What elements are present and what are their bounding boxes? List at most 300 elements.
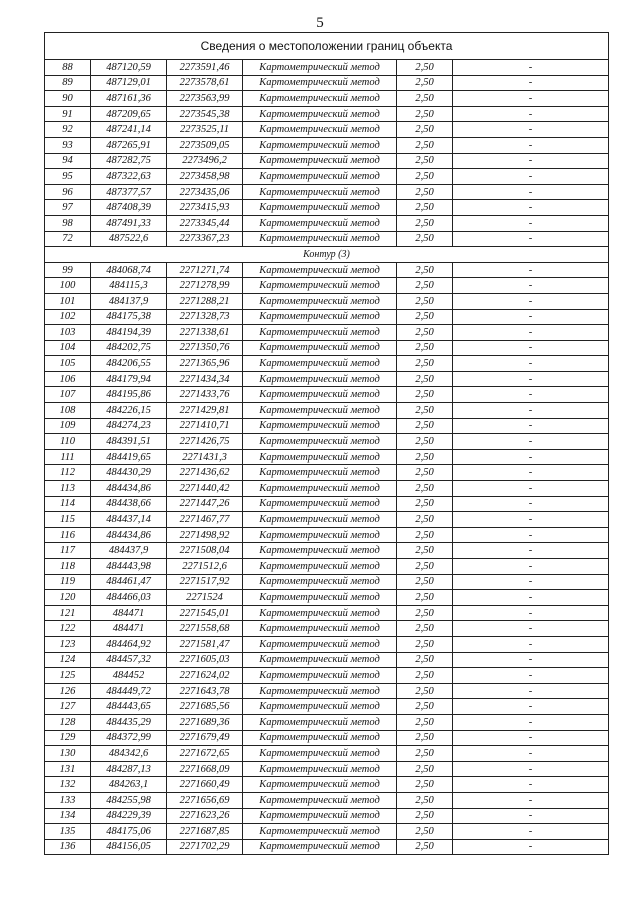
coord-y-cell: 2271288,21 [167, 293, 243, 309]
accuracy-cell: 2,50 [397, 636, 453, 652]
accuracy-cell: 2,50 [397, 200, 453, 216]
accuracy-cell: 2,50 [397, 387, 453, 403]
table-row [45, 325, 609, 341]
point-number-cell: 134 [45, 808, 91, 824]
coord-y-cell: 2273415,93 [167, 200, 243, 216]
method-cell: Картометрический метод [243, 543, 397, 559]
method-cell: Картометрический метод [243, 434, 397, 450]
coord-x-cell: 484452 [91, 668, 167, 684]
coord-y-cell: 2271623,26 [167, 808, 243, 824]
method-cell: Картометрический метод [243, 106, 397, 122]
note-cell: - [453, 824, 609, 840]
method-cell: Картометрический метод [243, 153, 397, 169]
note-cell: - [453, 481, 609, 497]
coord-y-cell: 2271467,77 [167, 512, 243, 528]
note-cell: - [453, 403, 609, 419]
note-cell: - [453, 184, 609, 200]
accuracy-cell: 2,50 [397, 340, 453, 356]
method-cell: Картометрический метод [243, 231, 397, 247]
coord-y-cell: 2271581,47 [167, 636, 243, 652]
point-number-cell: 94 [45, 153, 91, 169]
point-number-cell: 90 [45, 91, 91, 107]
note-cell: - [453, 262, 609, 278]
coord-y-cell: 2271656,69 [167, 792, 243, 808]
accuracy-cell: 2,50 [397, 824, 453, 840]
point-number-cell: 131 [45, 761, 91, 777]
coord-x-cell: 484342,6 [91, 746, 167, 762]
coord-y-cell: 2271643,78 [167, 683, 243, 699]
point-number-cell: 133 [45, 792, 91, 808]
method-cell: Картометрический метод [243, 777, 397, 793]
method-cell: Картометрический метод [243, 730, 397, 746]
table-row [45, 106, 609, 122]
note-cell: - [453, 60, 609, 76]
accuracy-cell: 2,50 [397, 730, 453, 746]
point-number-cell: 98 [45, 215, 91, 231]
point-number-cell: 124 [45, 652, 91, 668]
coord-y-cell: 2271429,81 [167, 403, 243, 419]
coord-x-cell: 484435,29 [91, 714, 167, 730]
point-number-cell: 103 [45, 325, 91, 341]
method-cell: Картометрический метод [243, 668, 397, 684]
coord-x-cell: 484229,39 [91, 808, 167, 824]
table-row [45, 481, 609, 497]
method-cell: Картометрический метод [243, 262, 397, 278]
note-cell: - [453, 449, 609, 465]
table-row [45, 387, 609, 403]
note-cell: - [453, 153, 609, 169]
coord-x-cell: 484287,13 [91, 761, 167, 777]
coord-x-cell: 484471 [91, 605, 167, 621]
table-row [45, 527, 609, 543]
coord-y-cell: 2271624,02 [167, 668, 243, 684]
table-row [45, 465, 609, 481]
point-number-cell: 115 [45, 512, 91, 528]
method-cell: Картометрический метод [243, 449, 397, 465]
note-cell: - [453, 200, 609, 216]
coord-y-cell: 2271524 [167, 590, 243, 606]
method-cell: Картометрический метод [243, 418, 397, 434]
coord-x-cell: 487241,14 [91, 122, 167, 138]
coord-y-cell: 2271431,3 [167, 449, 243, 465]
method-cell: Картометрический метод [243, 527, 397, 543]
table-row [45, 153, 609, 169]
method-cell: Картометрический метод [243, 512, 397, 528]
point-number-cell: 136 [45, 839, 91, 855]
table-row [45, 403, 609, 419]
accuracy-cell: 2,50 [397, 839, 453, 855]
table-row [45, 169, 609, 185]
note-cell: - [453, 293, 609, 309]
accuracy-cell: 2,50 [397, 293, 453, 309]
table-row [45, 293, 609, 309]
coord-x-cell: 487209,65 [91, 106, 167, 122]
note-cell: - [453, 465, 609, 481]
table-row [45, 730, 609, 746]
coord-y-cell: 2271440,42 [167, 481, 243, 497]
coord-x-cell: 484434,86 [91, 527, 167, 543]
coord-x-cell: 484434,86 [91, 481, 167, 497]
point-number-cell: 130 [45, 746, 91, 762]
coord-y-cell: 2273458,98 [167, 169, 243, 185]
point-number-cell: 132 [45, 777, 91, 793]
coord-x-cell: 487408,39 [91, 200, 167, 216]
accuracy-cell: 2,50 [397, 122, 453, 138]
method-cell: Картометрический метод [243, 605, 397, 621]
point-number-cell: 102 [45, 309, 91, 325]
method-cell: Картометрический метод [243, 75, 397, 91]
table-row [45, 418, 609, 434]
note-cell: - [453, 387, 609, 403]
coord-y-cell: 2273563,99 [167, 91, 243, 107]
note-cell: - [453, 590, 609, 606]
coord-x-cell: 484466,03 [91, 590, 167, 606]
point-number-cell: 99 [45, 262, 91, 278]
table-row [45, 184, 609, 200]
accuracy-cell: 2,50 [397, 403, 453, 419]
point-number-cell: 110 [45, 434, 91, 450]
coord-x-cell: 484438,66 [91, 496, 167, 512]
point-number-cell: 122 [45, 621, 91, 637]
coord-x-cell: 487522,6 [91, 231, 167, 247]
note-cell: - [453, 137, 609, 153]
coord-y-cell: 2271271,74 [167, 262, 243, 278]
method-cell: Картометрический метод [243, 215, 397, 231]
table-row [45, 122, 609, 138]
note-cell: - [453, 621, 609, 637]
table-row [45, 559, 609, 575]
note-cell: - [453, 527, 609, 543]
accuracy-cell: 2,50 [397, 60, 453, 76]
method-cell: Картометрический метод [243, 325, 397, 341]
table-row [45, 91, 609, 107]
note-cell: - [453, 106, 609, 122]
table-row [45, 543, 609, 559]
point-number-cell: 105 [45, 356, 91, 372]
accuracy-cell: 2,50 [397, 231, 453, 247]
table-row [45, 449, 609, 465]
point-number-cell: 135 [45, 824, 91, 840]
coord-x-cell: 487265,91 [91, 137, 167, 153]
coord-x-cell: 484471 [91, 621, 167, 637]
method-cell: Картометрический метод [243, 356, 397, 372]
method-cell: Картометрический метод [243, 808, 397, 824]
table-row [45, 824, 609, 840]
note-cell: - [453, 278, 609, 294]
point-number-cell: 121 [45, 605, 91, 621]
note-cell: - [453, 746, 609, 762]
note-cell: - [453, 839, 609, 855]
coord-y-cell: 2271508,04 [167, 543, 243, 559]
method-cell: Картометрический метод [243, 340, 397, 356]
table-row [45, 496, 609, 512]
accuracy-cell: 2,50 [397, 309, 453, 325]
note-cell: - [453, 683, 609, 699]
coord-x-cell: 484255,98 [91, 792, 167, 808]
coord-y-cell: 2271433,76 [167, 387, 243, 403]
table-row [45, 278, 609, 294]
note-cell: - [453, 418, 609, 434]
accuracy-cell: 2,50 [397, 215, 453, 231]
coord-y-cell: 2271350,76 [167, 340, 243, 356]
accuracy-cell: 2,50 [397, 652, 453, 668]
coord-x-cell: 484430,29 [91, 465, 167, 481]
coord-x-cell: 484194,39 [91, 325, 167, 341]
contour-label: Контур (3) [45, 247, 609, 263]
method-cell: Картометрический метод [243, 122, 397, 138]
coord-y-cell: 2271689,36 [167, 714, 243, 730]
accuracy-cell: 2,50 [397, 418, 453, 434]
note-cell: - [453, 559, 609, 575]
coord-x-cell: 487120,59 [91, 60, 167, 76]
coord-y-cell: 2271679,49 [167, 730, 243, 746]
accuracy-cell: 2,50 [397, 543, 453, 559]
note-cell: - [453, 543, 609, 559]
boundary-table-body [45, 33, 609, 855]
contour-row [45, 247, 609, 263]
accuracy-cell: 2,50 [397, 75, 453, 91]
point-number-cell: 109 [45, 418, 91, 434]
coord-x-cell: 484263,1 [91, 777, 167, 793]
note-cell: - [453, 512, 609, 528]
accuracy-cell: 2,50 [397, 792, 453, 808]
method-cell: Картометрический метод [243, 184, 397, 200]
note-cell: - [453, 122, 609, 138]
accuracy-cell: 2,50 [397, 761, 453, 777]
point-number-cell: 101 [45, 293, 91, 309]
coord-y-cell: 2271426,75 [167, 434, 243, 450]
method-cell: Картометрический метод [243, 200, 397, 216]
coord-y-cell: 2273509,05 [167, 137, 243, 153]
coord-x-cell: 484175,38 [91, 309, 167, 325]
coord-x-cell: 487129,01 [91, 75, 167, 91]
accuracy-cell: 2,50 [397, 668, 453, 684]
point-number-cell: 123 [45, 636, 91, 652]
table-row [45, 512, 609, 528]
note-cell: - [453, 636, 609, 652]
note-cell: - [453, 434, 609, 450]
coord-y-cell: 2271687,85 [167, 824, 243, 840]
table-row [45, 714, 609, 730]
method-cell: Картометрический метод [243, 621, 397, 637]
point-number-cell: 117 [45, 543, 91, 559]
note-cell: - [453, 777, 609, 793]
coord-x-cell: 484443,65 [91, 699, 167, 715]
note-cell: - [453, 761, 609, 777]
coord-x-cell: 484068,74 [91, 262, 167, 278]
table-row [45, 761, 609, 777]
coord-x-cell: 484372,99 [91, 730, 167, 746]
coord-x-cell: 487322,63 [91, 169, 167, 185]
table-title-row [45, 33, 609, 60]
table-row [45, 60, 609, 76]
table-row [45, 434, 609, 450]
coord-y-cell: 2273345,44 [167, 215, 243, 231]
accuracy-cell: 2,50 [397, 777, 453, 793]
accuracy-cell: 2,50 [397, 699, 453, 715]
table-row [45, 668, 609, 684]
coord-x-cell: 484226,15 [91, 403, 167, 419]
note-cell: - [453, 371, 609, 387]
page-number: 5 [316, 15, 324, 31]
coord-y-cell: 2273367,23 [167, 231, 243, 247]
coord-x-cell: 484115,3 [91, 278, 167, 294]
point-number-cell: 127 [45, 699, 91, 715]
coord-y-cell: 2271410,71 [167, 418, 243, 434]
accuracy-cell: 2,50 [397, 481, 453, 497]
point-number-cell: 92 [45, 122, 91, 138]
table-row [45, 75, 609, 91]
accuracy-cell: 2,50 [397, 371, 453, 387]
note-cell: - [453, 215, 609, 231]
table-row [45, 683, 609, 699]
accuracy-cell: 2,50 [397, 169, 453, 185]
point-number-cell: 114 [45, 496, 91, 512]
method-cell: Картометрический метод [243, 839, 397, 855]
coord-y-cell: 2271278,99 [167, 278, 243, 294]
point-number-cell: 91 [45, 106, 91, 122]
coord-x-cell: 484461,47 [91, 574, 167, 590]
coord-x-cell: 487282,75 [91, 153, 167, 169]
coord-y-cell: 2271434,34 [167, 371, 243, 387]
point-number-cell: 108 [45, 403, 91, 419]
accuracy-cell: 2,50 [397, 590, 453, 606]
coord-y-cell: 2271512,6 [167, 559, 243, 575]
accuracy-cell: 2,50 [397, 714, 453, 730]
coord-y-cell: 2273435,06 [167, 184, 243, 200]
coord-y-cell: 2271702,29 [167, 839, 243, 855]
method-cell: Картометрический метод [243, 465, 397, 481]
accuracy-cell: 2,50 [397, 153, 453, 169]
table-row [45, 792, 609, 808]
method-cell: Картометрический метод [243, 169, 397, 185]
method-cell: Картометрический метод [243, 792, 397, 808]
note-cell: - [453, 356, 609, 372]
accuracy-cell: 2,50 [397, 683, 453, 699]
accuracy-cell: 2,50 [397, 605, 453, 621]
coord-x-cell: 484419,65 [91, 449, 167, 465]
table-title: Сведения о местоположении границ объекта [45, 33, 609, 60]
note-cell: - [453, 668, 609, 684]
method-cell: Картометрический метод [243, 496, 397, 512]
accuracy-cell: 2,50 [397, 262, 453, 278]
note-cell: - [453, 309, 609, 325]
point-number-cell: 100 [45, 278, 91, 294]
note-cell: - [453, 231, 609, 247]
note-cell: - [453, 325, 609, 341]
table-row [45, 605, 609, 621]
point-number-cell: 113 [45, 481, 91, 497]
coord-x-cell: 484202,75 [91, 340, 167, 356]
note-cell: - [453, 714, 609, 730]
method-cell: Картометрический метод [243, 683, 397, 699]
point-number-cell: 128 [45, 714, 91, 730]
coord-y-cell: 2273525,11 [167, 122, 243, 138]
method-cell: Картометрический метод [243, 636, 397, 652]
method-cell: Картометрический метод [243, 91, 397, 107]
point-number-cell: 89 [45, 75, 91, 91]
coord-y-cell: 2271545,01 [167, 605, 243, 621]
coord-y-cell: 2273545,38 [167, 106, 243, 122]
method-cell: Картометрический метод [243, 387, 397, 403]
point-number-cell: 72 [45, 231, 91, 247]
table-row [45, 699, 609, 715]
method-cell: Картометрический метод [243, 309, 397, 325]
coord-x-cell: 484449,72 [91, 683, 167, 699]
table-row [45, 309, 609, 325]
method-cell: Картометрический метод [243, 761, 397, 777]
coord-x-cell: 484274,23 [91, 418, 167, 434]
point-number-cell: 112 [45, 465, 91, 481]
coord-y-cell: 2271365,96 [167, 356, 243, 372]
note-cell: - [453, 574, 609, 590]
point-number-cell: 95 [45, 169, 91, 185]
coord-y-cell: 2271338,61 [167, 325, 243, 341]
table-row [45, 746, 609, 762]
accuracy-cell: 2,50 [397, 808, 453, 824]
note-cell: - [453, 808, 609, 824]
coord-y-cell: 2273591,46 [167, 60, 243, 76]
coord-x-cell: 484179,94 [91, 371, 167, 387]
method-cell: Картометрический метод [243, 371, 397, 387]
table-row [45, 590, 609, 606]
method-cell: Картометрический метод [243, 714, 397, 730]
coord-y-cell: 2271605,03 [167, 652, 243, 668]
accuracy-cell: 2,50 [397, 325, 453, 341]
note-cell: - [453, 91, 609, 107]
point-number-cell: 107 [45, 387, 91, 403]
note-cell: - [453, 169, 609, 185]
accuracy-cell: 2,50 [397, 184, 453, 200]
table-row [45, 371, 609, 387]
coord-x-cell: 484437,14 [91, 512, 167, 528]
accuracy-cell: 2,50 [397, 449, 453, 465]
method-cell: Картометрический метод [243, 559, 397, 575]
note-cell: - [453, 792, 609, 808]
coord-x-cell: 484156,05 [91, 839, 167, 855]
point-number-cell: 125 [45, 668, 91, 684]
method-cell: Картометрический метод [243, 403, 397, 419]
coord-x-cell: 484443,98 [91, 559, 167, 575]
coord-x-cell: 484175,06 [91, 824, 167, 840]
accuracy-cell: 2,50 [397, 559, 453, 575]
accuracy-cell: 2,50 [397, 465, 453, 481]
note-cell: - [453, 605, 609, 621]
table-row [45, 340, 609, 356]
note-cell: - [453, 75, 609, 91]
accuracy-cell: 2,50 [397, 106, 453, 122]
accuracy-cell: 2,50 [397, 434, 453, 450]
coord-y-cell: 2271517,92 [167, 574, 243, 590]
coord-y-cell: 2273578,61 [167, 75, 243, 91]
coord-x-cell: 484195,86 [91, 387, 167, 403]
method-cell: Картометрический метод [243, 699, 397, 715]
point-number-cell: 104 [45, 340, 91, 356]
accuracy-cell: 2,50 [397, 356, 453, 372]
table-row [45, 839, 609, 855]
point-number-cell: 129 [45, 730, 91, 746]
accuracy-cell: 2,50 [397, 278, 453, 294]
note-cell: - [453, 730, 609, 746]
point-number-cell: 106 [45, 371, 91, 387]
coord-x-cell: 484206,55 [91, 356, 167, 372]
point-number-cell: 97 [45, 200, 91, 216]
accuracy-cell: 2,50 [397, 137, 453, 153]
table-row [45, 808, 609, 824]
table-row [45, 231, 609, 247]
coord-y-cell: 2271672,65 [167, 746, 243, 762]
method-cell: Картометрический метод [243, 590, 397, 606]
